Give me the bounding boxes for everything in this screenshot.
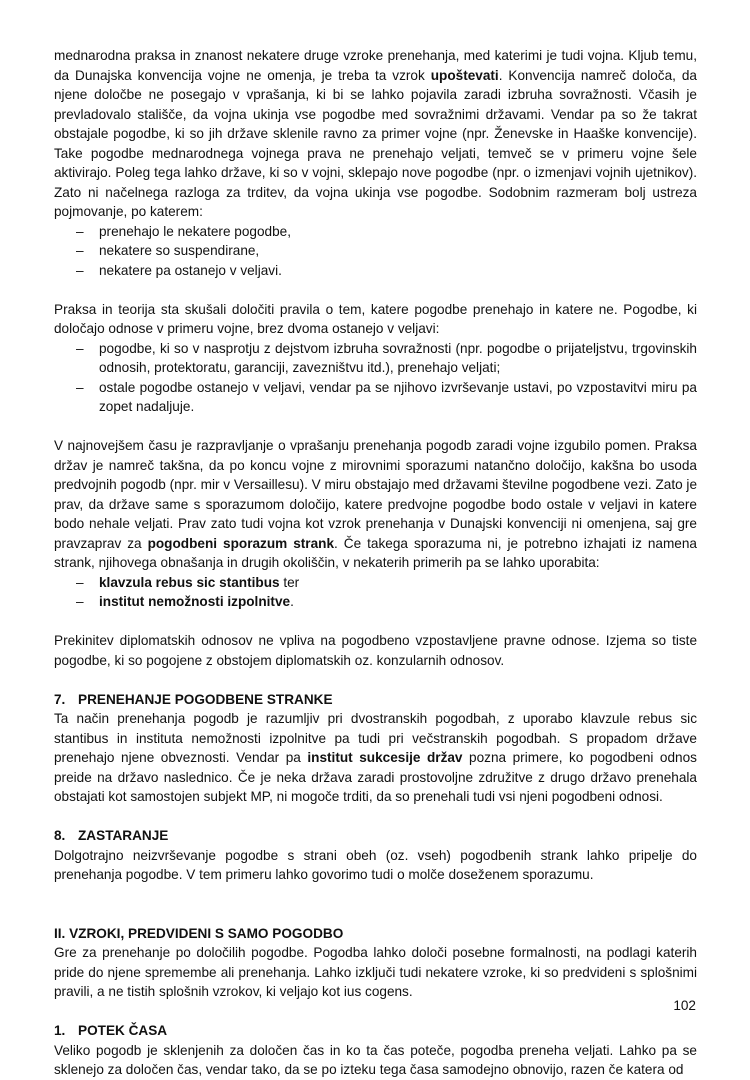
dash-bullet: –: [76, 594, 84, 609]
page-number: 102: [673, 998, 696, 1013]
list-item: – institut nemožnosti izpolnitve.: [54, 592, 697, 612]
dash-bullet: –: [76, 574, 84, 590]
section-heading-8: 8. ZASTARANJE: [54, 828, 169, 843]
paragraph-section-II: Gre za prenehanje po določilih pogodbe. Pogodba lahko določi posebne formalnosti, na podlagi katerih pride do njene spremembe ali prenehanja. Lahko izključi tudi nekatere vzroke, ki so predvideni s splošnimi pravili, a ne tistih splošnih vzrokov, ki veljajo kot ius cogens.: [54, 945, 697, 999]
dash-bullet: –: [76, 379, 84, 395]
paragraph-war: mednarodna praksa in znanost nekatere druge vzroke prenehanja, med katerimi je tudi vojna. Kljub temu, da Dunajska konvencija vojne ne omenja, je treba ta vzrok upoštevati. Konvencija namreč določa, da njene določbe ne posegajo v vprašanja, ki bi se lahko pojavila zaradi izbruha sovražnosti. Včasih je prevladovalo stališče, da vojna ukinja vse pogodbe med sovražnimi državami. Vendar pa so že takrat obstajale pogodbe, ki so jih države sklenile ravno za primer vojne (npr. Ženevske in Haaške konvencije). Take pogodbe mednarodnega vojnega prava ne prenehajo veljati, temveč se v primeru vojne šele aktivirajo. Poleg tega lahko države, ki so v vojni, sklepajo nove pogodbe (npr. o izmenjavi vojnih ujetnikov). Zato ni načelnega razloga za trditev, da vojna ukinja vse pogodbe. Sodobnim razmeram bolj ustreza pojmovanje, po katerem:: [54, 48, 697, 219]
bold-term: pogodbeni sporazum strank: [147, 535, 335, 551]
list-treaty-rules: [54, 339, 697, 417]
section-heading-1: 1. POTEK ČASA: [54, 1023, 168, 1038]
paragraph-practice: Praksa in teorija sta skušali določiti pravila o tem, katere pogodbe prenehajo in katere ne. Pogodbe, ki določajo odnose v primeru vojne, brez dvoma ostanejo v veljavi:: [54, 301, 697, 336]
dash-bullet: –: [76, 340, 84, 356]
dash-bullet: –: [76, 223, 84, 239]
list-item: – klavzula rebus sic stantibus ter: [54, 573, 697, 593]
bold-term: institut sukcesije držav: [307, 750, 463, 765]
list-item: – nekatere pa ostanejo v veljavi.: [54, 261, 697, 281]
document-page: [54, 46, 697, 1080]
dash-bullet: –: [76, 243, 84, 258]
bold-term: upoštevati: [430, 67, 499, 83]
list-item: – nekatere so suspendirane,: [54, 241, 697, 261]
list-item: – pogodbe, ki so v nasprotju z dejstvom izbruha sovražnosti (npr. pogodbe o prijateljstvu, trgovinskih odnosih, protektoratu, garanciji, zavezništvu itd.), prenehajo veljati;: [76, 340, 697, 375]
paragraph-section-1: Veliko pogodb je sklenjenih za določen čas in ko ta čas poteče, pogodba preneha veljati. Lahko pa se sklenejo za določen čas, vendar tako, da se po izteku tega časa samodejno obnovijo, razen če katera od: [54, 1042, 697, 1077]
section-heading-7: 7. PRENEHANJE POGODBENE STRANKE: [54, 691, 333, 707]
section-heading-II: II. VZROKI, PREDVIDENI S SAMO POGODBO: [54, 925, 344, 941]
list-item: – ostale pogodbe ostanejo v veljavi, vendar pa se njihovo izvrševanje ustavi, po vzpostavitvi miru pa zopet nadaljuje.: [76, 379, 697, 414]
paragraph-diplomatic: Prekinitev diplomatskih odnosov ne vpliva na pogodbeno vzpostavljene pravne odnose. Izjema so tiste pogodbe, ki so pogojene z obstojem diplomatskih oz. konzularnih odnosov.: [54, 633, 697, 668]
paragraph-section-8: Dolgotrajno neizvrševanje pogodbe s strani obeh (oz. vseh) pogodbenih strank lahko pripelje do prenehanja pogodbe. V tem primeru lahko govorimo tudi o molče doseženem sporazumu.: [54, 847, 697, 882]
paragraph-section-7: Ta način prenehanja pogodb je razumljiv pri dvostranskih pogodbah, z uporabo klavzule rebus sic stantibus in instituta nemožnosti izpolnitve pa tudi pri večstranskih pogodbah. S propadom države prenehajo njene obveznosti. Vendar pa institut sukcesije držav pozna primere, ko pogodbeni odnos preide na državo naslednico. Če je neka država zaradi prostovoljne združitve z drugo državo prenehala obstajati kot samostojen subjekt MP, ni mogoče trditi, da so prenehali tudi vsi njeni pogodbeni odnosi.: [54, 711, 697, 804]
dash-bullet: –: [76, 262, 84, 278]
list-doctrines: [54, 573, 697, 612]
list-war-effects: [54, 222, 697, 281]
list-item: – prenehajo le nekatere pogodbe,: [54, 222, 697, 242]
paragraph-recent: V najnovejšem času je razpravljanje o vprašanju prenehanja pogodb zaradi vojne izgubilo pomen. Praksa držav je namreč takšna, da po koncu vojne z mirovnimi sporazumi natančno določijo, kakšna bo usoda predvojnih pogodb (npr. mir v Versaillesu). V miru obstajajo med državami številne pogodbene vezi. Zato je prav, da države same s sporazumom določijo, katere predvojne pogodbe bodo ostale v veljavi in katere bodo nehale veljati. Prav zato tudi vojna kot vzrok prenehanja v Dunajski konvenciji ni omenjena, saj gre pravzaprav za pogodbeni sporazum strank. Če takega sporazuma ni, je potrebno izhajati iz namena strank, njihovega obnašanja in drugih okoliščin, v nekaterih primerih pa se lahko uporabita:: [54, 438, 698, 570]
